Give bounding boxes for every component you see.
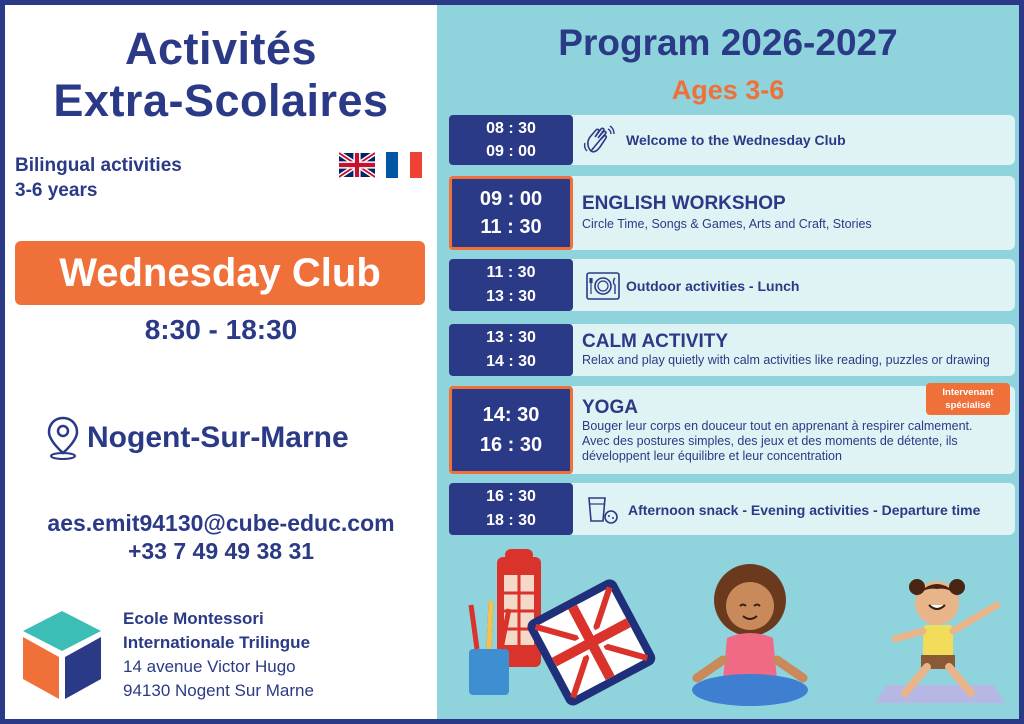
uk-flag-icon <box>339 152 375 178</box>
row-title-english: ENGLISH WORKSHOP <box>582 193 786 214</box>
badge-line2: spécialisé <box>945 400 991 411</box>
contact-email: aes.emit94130@cube-educ.com <box>47 510 395 536</box>
wednesday-club-banner: Wednesday Club <box>15 241 425 305</box>
school-name-line1: Ecole Montessori <box>123 609 264 628</box>
time-slot <box>449 483 573 535</box>
ages-label: Ages 3-6 <box>671 75 785 105</box>
main-title-line2: Extra-Scolaires <box>53 75 389 126</box>
time-start: 16 : 30 <box>486 488 536 505</box>
yoga-desc-line1: Bouger leur corps en douceur tout en apprenant à respirer calmement. <box>582 419 973 433</box>
time-start: 09 : 00 <box>479 188 543 210</box>
program-title: Program 2026-2027 <box>558 22 898 63</box>
time-start: 13 : 30 <box>486 329 536 346</box>
french-flag-icon <box>386 152 422 178</box>
row-desc-calm: Relax and play quietly with calm activities like reading, puzzles or drawing <box>582 353 990 367</box>
left-panel <box>5 5 437 719</box>
main-title-line1: Activités <box>124 23 318 74</box>
school-address-line1: 14 avenue Victor Hugo <box>123 657 296 676</box>
time-end: 16 : 30 <box>479 434 543 456</box>
time-slot <box>449 176 573 250</box>
yoga-girl-illustration <box>865 575 1015 715</box>
time-end: 11 : 30 <box>480 216 542 238</box>
location-pin-icon <box>45 415 81 461</box>
opening-hours: 8:30 - 18:30 <box>144 314 298 345</box>
time-start: 14: 30 <box>482 404 540 426</box>
time-slot <box>449 324 573 376</box>
meditating-girl-illustration <box>685 560 815 715</box>
yoga-desc-line3: développent leur équilibre et leur concentration <box>582 449 842 463</box>
location-name: Nogent-Sur-Marne <box>87 421 349 454</box>
time-start: 08 : 30 <box>486 120 536 137</box>
row-title-snack: Afternoon snack - Evening activities - Departure time <box>628 502 981 518</box>
contact-phone: +33 7 49 49 38 31 <box>127 538 315 564</box>
row-desc-yoga <box>582 419 973 464</box>
snack-icon <box>586 495 620 525</box>
london-phone-box-and-book-illustration <box>455 545 665 715</box>
time-slot <box>449 259 573 311</box>
waving-hand-icon <box>581 125 615 155</box>
school-info <box>123 607 314 703</box>
school-name-line2: Internationale Trilingue <box>123 633 311 652</box>
row-desc-english: Circle Time, Songs & Games, Arts and Craft, Stories <box>582 217 872 231</box>
specialist-badge <box>926 383 1010 415</box>
plate-cutlery-icon <box>586 271 620 301</box>
badge-line1: Intervenant <box>942 387 994 398</box>
time-end: 14 : 30 <box>486 353 536 370</box>
bilingual-line1: Bilingual activities <box>15 155 182 176</box>
bilingual-subtitle <box>15 153 182 203</box>
row-title-calm: CALM ACTIVITY <box>582 331 729 352</box>
time-end: 13 : 30 <box>486 288 536 305</box>
row-title-lunch: Outdoor activities - Lunch <box>626 278 800 294</box>
time-start: 11 : 30 <box>486 264 536 281</box>
time-end: 09 : 00 <box>486 143 536 160</box>
time-end: 18 : 30 <box>486 512 536 529</box>
time-slot <box>449 115 573 165</box>
school-address-line2: 94130 Nogent Sur Marne <box>123 681 314 700</box>
row-title-yoga: YOGA <box>582 397 638 418</box>
right-panel <box>437 5 1019 719</box>
row-title-welcome: Welcome to the Wednesday Club <box>626 132 846 148</box>
school-cube-logo-icon <box>19 607 105 703</box>
bilingual-line2: 3-6 years <box>15 180 98 201</box>
time-slot <box>449 386 573 474</box>
yoga-desc-line2: Avec des postures simples, des jeux et des moments de détente, ils <box>582 434 958 448</box>
